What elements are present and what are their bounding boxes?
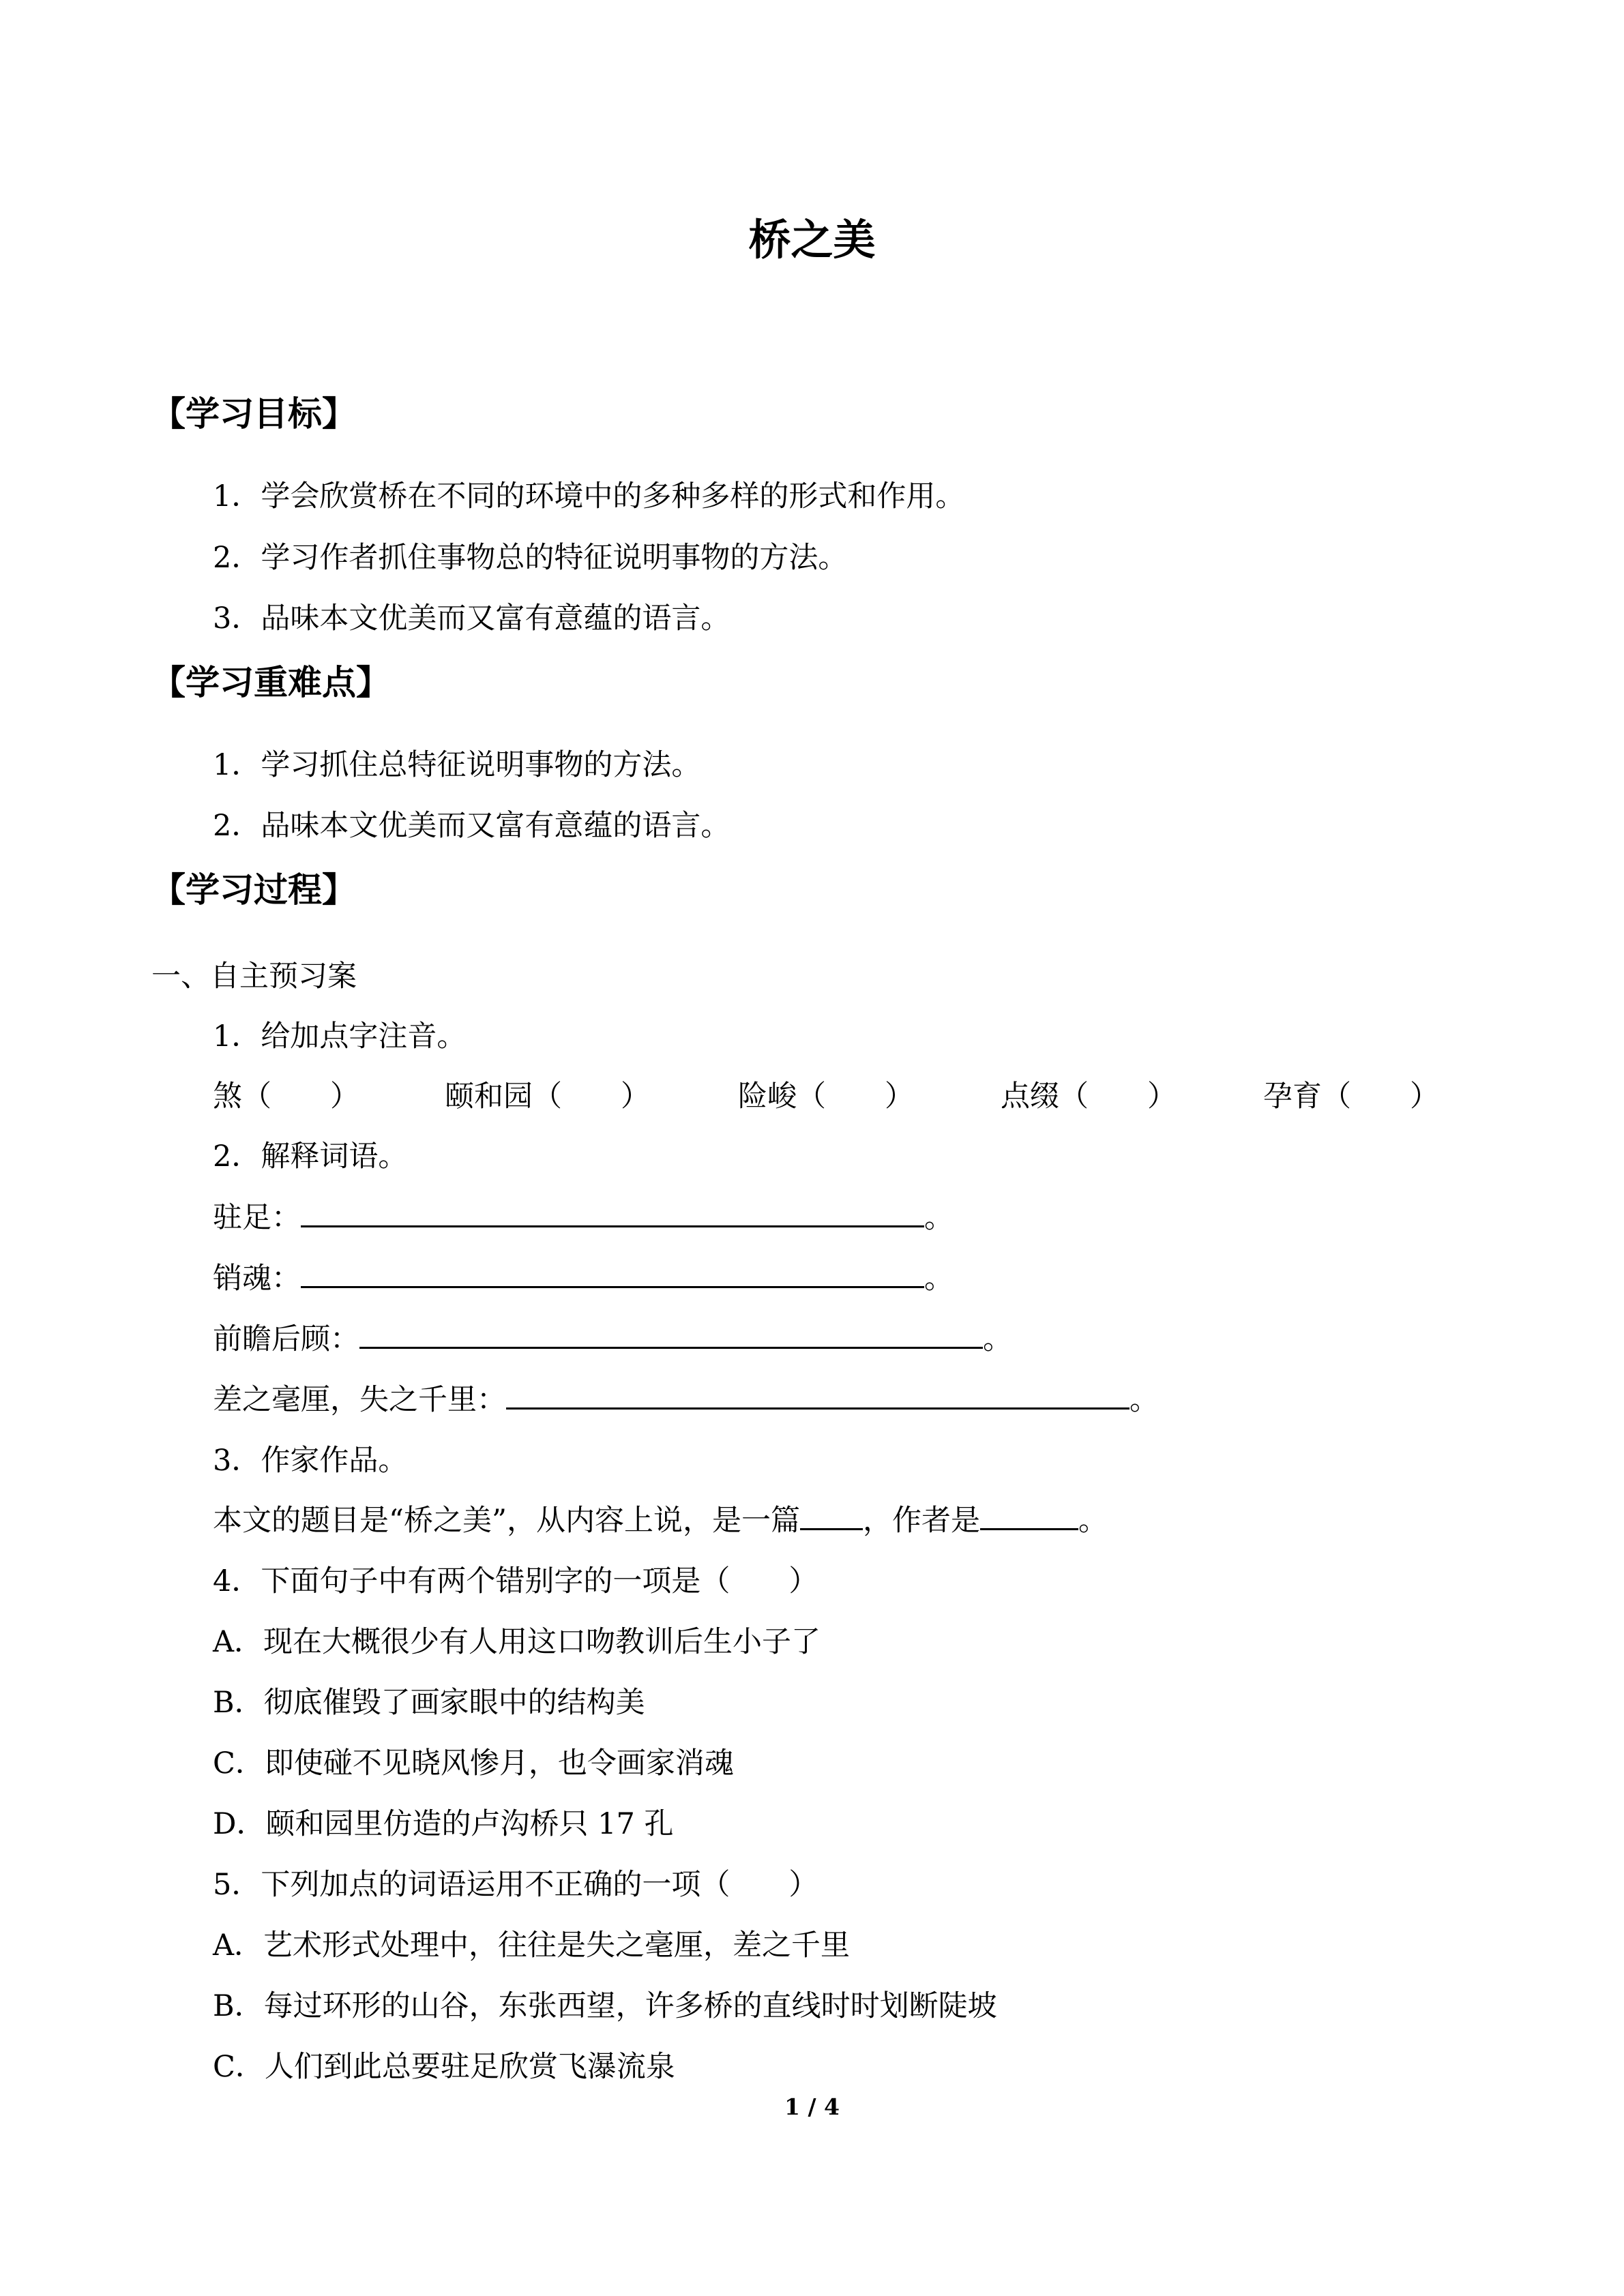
definition-row xyxy=(213,1258,954,1299)
question-4: 4．下面句子中有两个错别字的一项是（ ） xyxy=(213,1564,818,1598)
pinyin-item: 煞（ ） xyxy=(213,1079,359,1114)
definition-end: 。 xyxy=(924,1201,954,1235)
answer-blank[interactable] xyxy=(980,1501,1078,1530)
question-3: 3．作家作品。 xyxy=(213,1444,408,1478)
pinyin-item: 点缀（ ） xyxy=(1001,1079,1177,1114)
option-item: C．人们到此总要驻足欣赏飞瀑流泉 xyxy=(213,2050,675,2084)
option-item: B．彻底催毁了画家眼中的结构美 xyxy=(213,1686,645,1720)
q3-text-part: ，作者是 xyxy=(862,1504,980,1538)
pinyin-item: 颐和园（ ） xyxy=(445,1079,650,1114)
objective-item: 2．学习作者抓住事物总的特征说明事物的方法。 xyxy=(213,541,848,575)
definition-label: 销魂： xyxy=(213,1262,301,1296)
option-item: A．艺术形式处理中，往往是失之毫厘，差之千里 xyxy=(213,1928,851,1963)
q3-text-part: 本文的题目是“桥之美”，从内容上说，是一篇 xyxy=(213,1504,800,1538)
definition-row xyxy=(213,1319,1012,1360)
question-2: 2．解释词语。 xyxy=(213,1139,408,1174)
question-1: 1．给加点字注音。 xyxy=(213,1019,467,1054)
question-5: 5．下列加点的词语运用不正确的一项（ ） xyxy=(213,1868,818,1902)
objective-item: 3．品味本文优美而又富有意蕴的语言。 xyxy=(213,601,730,636)
process-heading: 【学习过程】 xyxy=(151,870,356,910)
page-title: 桥之美 xyxy=(748,215,876,265)
definition-end: 。 xyxy=(1130,1383,1159,1417)
definition-label: 差之毫厘，失之千里： xyxy=(213,1383,506,1417)
definition-label: 前瞻后顾： xyxy=(213,1322,359,1356)
definition-end: 。 xyxy=(924,1262,954,1296)
option-item: A．现在大概很少有人用这口吻教训后生小子了 xyxy=(213,1625,821,1659)
option-item: D．颐和园里仿造的卢沟桥只 17 孔 xyxy=(213,1807,674,1841)
definition-end: 。 xyxy=(983,1322,1012,1356)
answer-blank[interactable] xyxy=(301,1198,924,1227)
option-item: B．每过环形的山谷，东张西望，许多桥的直线时时划断陡坡 xyxy=(213,1989,997,2023)
question-3-text xyxy=(213,1500,1108,1541)
key-points-heading: 【学习重难点】 xyxy=(151,663,390,702)
answer-blank[interactable] xyxy=(506,1380,1130,1410)
pinyin-item: 险峻（ ） xyxy=(738,1079,914,1114)
option-item: C．即使碰不见晓风惨月，也令画家消魂 xyxy=(213,1746,734,1780)
page-number: 1 / 4 xyxy=(784,2093,840,2120)
objectives-heading: 【学习目标】 xyxy=(151,394,356,434)
answer-blank[interactable] xyxy=(800,1501,863,1530)
definition-label: 驻足： xyxy=(213,1201,301,1235)
definition-row xyxy=(213,1380,1159,1420)
answer-blank[interactable] xyxy=(301,1259,924,1288)
answer-blank[interactable] xyxy=(359,1320,983,1349)
part-title: 一、自主预习案 xyxy=(151,959,357,994)
objective-item: 1．学会欣赏桥在不同的环境中的多种多样的形式和作用。 xyxy=(213,479,965,513)
key-point-item: 1．学习抓住总特征说明事物的方法。 xyxy=(213,748,701,782)
key-point-item: 2．品味本文优美而又富有意蕴的语言。 xyxy=(213,809,730,843)
pinyin-item: 孕育（ ） xyxy=(1263,1079,1439,1114)
q3-text-part: 。 xyxy=(1078,1504,1108,1538)
definition-row xyxy=(213,1197,954,1238)
